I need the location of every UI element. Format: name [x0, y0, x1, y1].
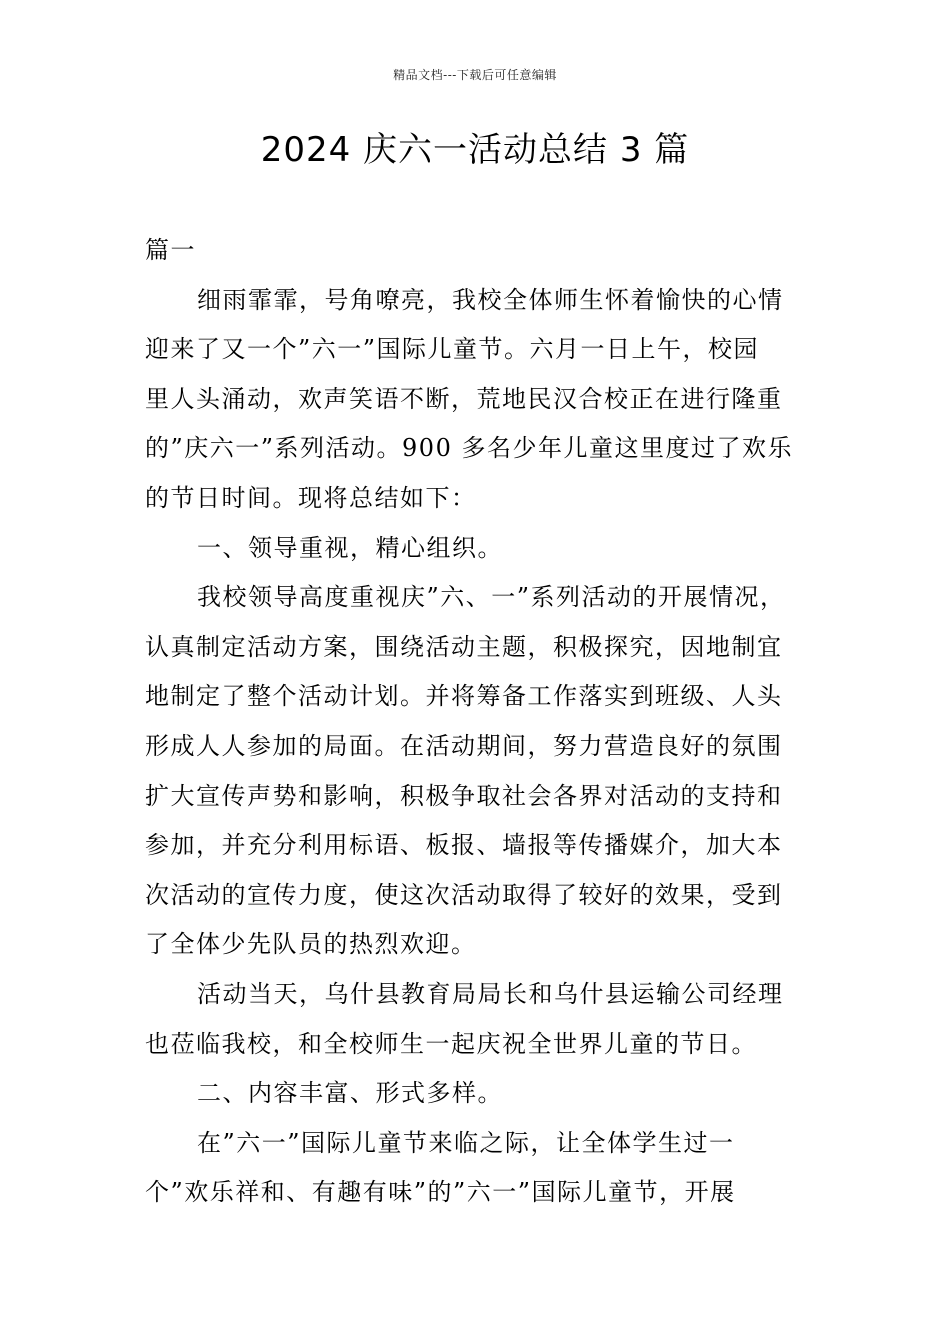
- text-line: 里人头涌动，欢声笑语不断，荒地民汉合校正在进行隆重: [145, 384, 783, 413]
- text-line: 二、内容丰富、形式多样。: [197, 1079, 503, 1108]
- document-body: [145, 226, 815, 1218]
- text-line: 活动当天，乌什县教育局局长和乌什县运输公司经理: [197, 979, 784, 1008]
- text-line: 一、领导重视，精心组织。: [197, 533, 503, 562]
- text-line: 的节日时间。现将总结如下：: [145, 483, 477, 512]
- text-line: 在”六一”国际儿童节来临之际，让全体学生过一: [197, 1128, 735, 1157]
- text-line: 的”庆六一”系列活动。900 多名少年儿童这里度过了欢乐: [145, 434, 793, 463]
- document-title: 2024 庆六一活动总结 3 篇: [260, 130, 690, 170]
- text-line: 个”欢乐祥和、有趣有味”的”六一”国际儿童节，开展: [145, 1178, 736, 1207]
- text-line: 次活动的宣传力度，使这次活动取得了较好的效果，受到: [145, 880, 783, 909]
- text-line: 扩大宣传声势和影响，积极争取社会各界对活动的支持和: [145, 781, 783, 810]
- text-line: 了全体少先队员的热烈欢迎。: [145, 930, 477, 959]
- text-line: 迎来了又一个”六一”国际儿童节。六月一日上午，校园: [145, 335, 760, 364]
- text-line: 我校领导高度重视庆”六、一”系列活动的开展情况，: [197, 583, 786, 612]
- text-line: 细雨霏霏，号角嘹亮，我校全体师生怀着愉快的心情: [197, 285, 784, 314]
- text-line: 也莅临我校，和全校师生一起庆祝全世界儿童的节日。: [145, 1029, 757, 1058]
- text-line: 形成人人参加的局面。在活动期间，努力营造良好的氛围: [145, 731, 783, 760]
- text-line: 地制定了整个活动计划。并将筹备工作落实到班级、人头: [145, 682, 783, 711]
- section-heading: 篇一: [145, 236, 196, 264]
- header-note: 精品文档---下载后可任意编辑: [393, 68, 557, 82]
- text-line: 认真制定活动方案，围绕活动主题，积极探究，因地制宜: [145, 632, 783, 661]
- text-line: 参加，并充分利用标语、板报、墙报等传播媒介，加大本: [145, 831, 783, 860]
